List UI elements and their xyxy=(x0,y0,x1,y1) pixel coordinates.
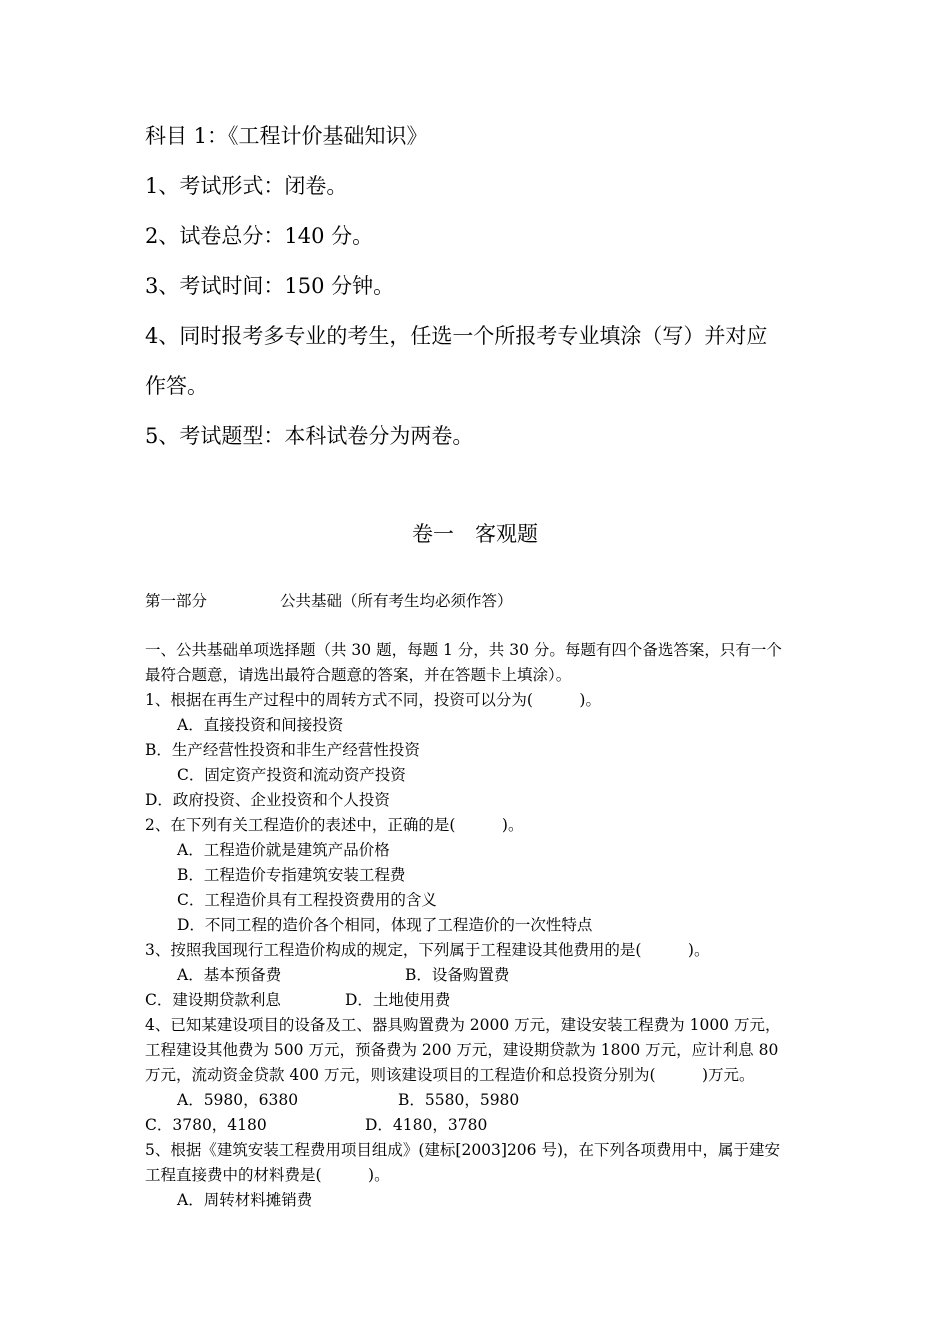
exam-info-item: 5、考试题型：本科试卷分为两卷。 xyxy=(145,424,474,448)
answer-option: D．土地使用费 xyxy=(345,991,451,1009)
answer-option: C．建设期贷款利息 xyxy=(145,991,281,1009)
question-stem: 4、已知某建设项目的设备及工、器具购置费为 2000 万元，建设安装工程费为 1000 万元， xyxy=(145,1016,781,1034)
answer-option: A．周转材料摊销费 xyxy=(177,1191,313,1209)
answer-option: A．5980，6380 xyxy=(177,1091,299,1109)
part-label: 第一部分 xyxy=(145,592,208,610)
exam-info-item: 4、同时报考多专业的考生，任选一个所报考专业填涂（写）并对应 xyxy=(145,324,768,348)
question-stem: 3、按照我国现行工程造价构成的规定，下列属于工程建设其他费用的是( )。 xyxy=(145,941,710,959)
exam-info-item: 3、考试时间：150 分钟。 xyxy=(145,274,395,298)
exam-info-item: 作答。 xyxy=(145,374,208,398)
question-stem: 1、根据在再生产过程中的周转方式不同，投资可以分为( )。 xyxy=(145,691,601,709)
volume-title: 卷一 客观题 xyxy=(412,522,538,546)
answer-option: B．设备购置费 xyxy=(405,966,510,984)
question-stem: 5、根据《建筑安装工程费用项目组成》(建标[2003]206 号)，在下列各项费用中，属于建安 xyxy=(145,1141,781,1159)
answer-option: D．政府投资、企业投资和个人投资 xyxy=(145,791,390,809)
instructions-line: 最符合题意，请选出最符合题意的答案，并在答题卡上填涂）。 xyxy=(145,666,572,684)
question-stem: 工程直接费中的材料费是( )。 xyxy=(145,1166,390,1184)
answer-option: B．5580，5980 xyxy=(398,1091,520,1109)
answer-option: C．固定资产投资和流动资产投资 xyxy=(177,766,406,784)
question-stem: 2、在下列有关工程造价的表述中，正确的是( )。 xyxy=(145,816,524,834)
answer-option: B．生产经营性投资和非生产经营性投资 xyxy=(145,741,420,759)
instructions-line: 一、公共基础单项选择题（共 30 题，每题 1 分，共 30 分。每题有四个备选答案，只有一个 xyxy=(145,641,782,659)
question-stem: 工程建设其他费为 500 万元，预备费为 200 万元，建设期贷款为 1800 万元，应计利息 80 xyxy=(145,1041,779,1059)
answer-option: C．3780，4180 xyxy=(145,1116,267,1134)
answer-option: B．工程造价专指建筑安装工程费 xyxy=(177,866,406,884)
exam-info-item: 1、考试形式：闭卷。 xyxy=(145,174,348,198)
answer-option: D．不同工程的造价各个相同，体现了工程造价的一次性特点 xyxy=(177,916,593,934)
subject-title: 科目 1：《工程计价基础知识》 xyxy=(145,124,428,148)
exam-info-item: 2、试卷总分：140 分。 xyxy=(145,224,374,248)
question-stem: 万元，流动资金贷款 400 万元，则该建设项目的工程造价和总投资分别为( )万元。 xyxy=(145,1066,755,1084)
part-description: 公共基础（所有考生均必须作答） xyxy=(280,592,513,610)
answer-option: A．基本预备费 xyxy=(177,966,282,984)
answer-option: C．工程造价具有工程投资费用的含义 xyxy=(177,891,437,909)
answer-option: A．直接投资和间接投资 xyxy=(177,716,344,734)
answer-option: D．4180，3780 xyxy=(365,1116,488,1134)
answer-option: A．工程造价就是建筑产品价格 xyxy=(177,841,390,859)
